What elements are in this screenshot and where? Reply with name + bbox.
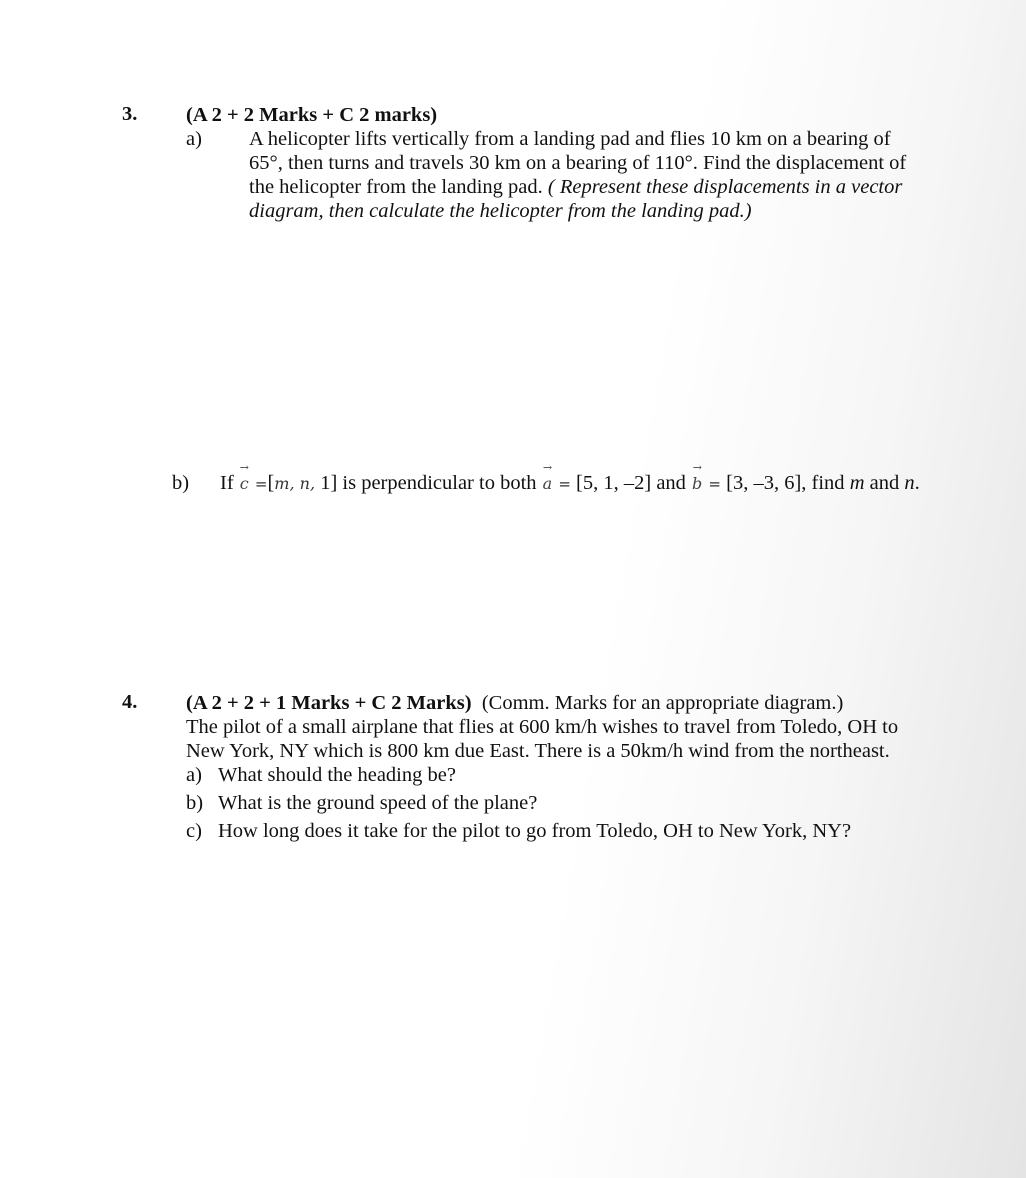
vector-a-value: [5, 1, –2]	[576, 472, 652, 494]
c-component-rest: 1]	[320, 472, 338, 494]
q4-number: 4.	[122, 691, 138, 713]
vector-a-symbol: → a	[542, 461, 553, 493]
q3a-label: a)	[186, 128, 202, 150]
q3b-period: .	[914, 472, 920, 494]
q3a-line-3-text: the helicopter from the landing pad.	[249, 176, 548, 198]
vector-b-value: [3, –3, 6], find	[726, 472, 845, 494]
vector-c-symbol: → c	[239, 461, 249, 493]
q3a-line-1: A helicopter lifts vertically from a landing pad and flies 10 km on a bearing of	[249, 128, 891, 150]
vector-a-letter: a	[542, 474, 553, 493]
q3a-line-3-instruction: ( Represent these displacements in a vector	[547, 176, 903, 198]
vector-b-letter: b	[692, 474, 703, 493]
variable-n: n	[904, 472, 915, 494]
q3b-text-mid: is perpendicular to both	[342, 472, 537, 494]
q4-item-c-label: c)	[186, 820, 202, 842]
equals-sign-1: =	[254, 475, 268, 493]
q4-line-1: The pilot of a small airplane that flies at 600 km/h wishes to travel from Toledo, OH to	[186, 716, 899, 738]
q4-item-a-label: a)	[186, 764, 202, 786]
q3b-text-if: If	[220, 472, 234, 494]
q4-item-b	[186, 791, 537, 815]
equals-sign-2: =	[558, 475, 571, 493]
equals-sign-3: =	[708, 475, 721, 493]
q3-number: 3.	[122, 103, 138, 125]
vector-b-symbol: → b	[692, 461, 703, 493]
q3a-line-3	[249, 175, 902, 199]
q3a-line-2: 65°, then turns and travels 30 km on a bearing of 110°. Find the displacement of	[249, 152, 907, 174]
q4-item-b-label: b)	[186, 792, 204, 814]
variable-m: m	[849, 472, 865, 494]
q3a-line-4: diagram, then calculate the helicopter from the landing pad.)	[249, 200, 752, 222]
q4-item-a	[186, 763, 456, 787]
q4-comm-note: (Comm. Marks for an appropriate diagram.)	[481, 692, 844, 714]
q3b-label: b)	[172, 472, 190, 494]
q3b-text-and: and	[656, 472, 686, 494]
q4-item-c-text: How long does it take for the pilot to go from Toledo, OH to New York, NY?	[218, 820, 852, 842]
q4-item-c	[186, 819, 851, 843]
q3-marks: (A 2 + 2 Marks + C 2 marks)	[186, 104, 438, 126]
q4-marks: (A 2 + 2 + 1 Marks + C 2 Marks)	[186, 692, 472, 714]
c-open: [	[267, 472, 275, 494]
q4-line-2: New York, NY which is 800 km due East. There is a 50km/h wind from the northeast.	[186, 740, 890, 762]
q4-item-b-text: What is the ground speed of the plane?	[218, 792, 538, 814]
q3b-text-and-2: and	[869, 472, 900, 494]
vector-c-letter: c	[239, 474, 249, 493]
q3b-statement	[220, 461, 920, 496]
c-component-n: n,	[299, 474, 316, 493]
q4-header	[186, 691, 843, 715]
c-component-m: m,	[274, 474, 295, 493]
q4-item-a-text: What should the heading be?	[218, 764, 456, 786]
